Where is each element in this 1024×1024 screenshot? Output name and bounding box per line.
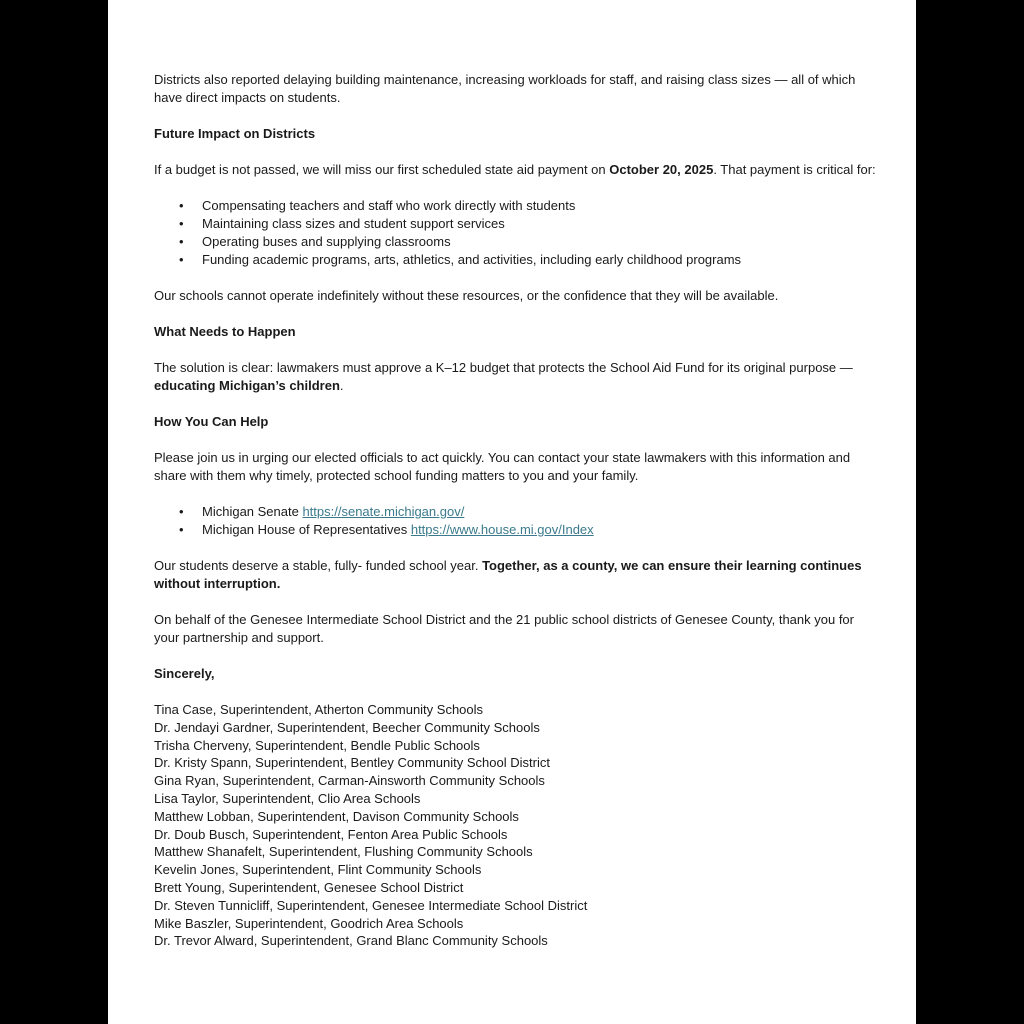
signatory: Matthew Lobban, Superintendent, Davison Community Schools (154, 808, 519, 824)
closing-text: Our students deserve a stable, fully- funded school year. (154, 558, 483, 573)
signatory: Trisha Cherveny, Superintendent, Bendle Public Schools (154, 737, 480, 753)
solution-paragraph (154, 359, 876, 395)
signatory: Dr. Trevor Alward, Superintendent, Grand Blanc Community Schools (154, 933, 548, 949)
list-item: • Operating buses and supplying classrooms (202, 233, 876, 251)
senate-link[interactable]: https://senate.michigan.gov/ (302, 504, 465, 519)
signatory: Dr. Doub Busch, Superintendent, Fenton Area Public Schools (154, 826, 508, 842)
future-impact-text-end: . That payment is critical for: (713, 162, 876, 177)
solution-emphasis: educating Michigan’s children (154, 378, 340, 393)
list-item: • Funding academic programs, arts, athletics, and activities, including early childhood programs (202, 251, 876, 269)
house-link[interactable]: https://www.house.mi.gov/Index (410, 522, 594, 537)
lawmaker-links-list (154, 503, 876, 539)
payment-date: October 20, 2025 (609, 162, 714, 177)
how-help-paragraph: Please join us in urging our elected officials to act quickly. You can contact your state lawmakers with this information and share with them why timely, protected school funding matters to you and your family. (154, 450, 851, 483)
signatory: Dr. Jendayi Gardner, Superintendent, Beecher Community Schools (154, 719, 540, 735)
signatory: Lisa Taylor, Superintendent, Clio Area Schools (154, 790, 421, 806)
list-item (202, 503, 876, 521)
signatory: Tina Case, Superintendent, Atherton Community Schools (154, 702, 484, 717)
document-page (108, 0, 916, 1024)
what-needs-heading: What Needs to Happen (154, 324, 296, 339)
list-item: • Compensating teachers and staff who work directly with students (202, 197, 876, 215)
future-impact-paragraph (154, 161, 876, 179)
signatory: Dr. Kristy Spann, Superintendent, Bentley Community School District (154, 755, 550, 771)
signatory: Dr. Steven Tunnicliff, Superintendent, Genesee Intermediate School District (154, 897, 588, 913)
future-impact-text: If a budget is not passed, we will miss our first scheduled state aid payment on (154, 162, 610, 177)
house-label: Michigan House of Representatives (202, 522, 411, 537)
intro-paragraph: Districts also reported delaying building maintenance, increasing workloads for staff, and raising class sizes — all of which have direct impacts on students. (154, 72, 856, 105)
sincerely-heading: Sincerely, (154, 666, 215, 681)
list-item (202, 521, 876, 539)
how-help-heading: How You Can Help (154, 414, 269, 429)
signatory: Mike Baszler, Superintendent, Goodrich Area Schools (154, 915, 464, 931)
signatories-list (154, 701, 876, 950)
solution-end: . (339, 378, 344, 393)
closing-paragraph (154, 557, 876, 593)
list-item: • Maintaining class sizes and student support services (202, 215, 876, 233)
signatory: Matthew Shanafelt, Superintendent, Flushing Community Schools (154, 844, 533, 860)
signatory: Gina Ryan, Superintendent, Carman-Ainsworth Community Schools (154, 773, 545, 789)
closing-emphasis: Together, as a county, we can ensure their learning continues without interruption. (154, 558, 862, 591)
signatory: Brett Young, Superintendent, Genesee School District (154, 879, 464, 895)
solution-text: The solution is clear: lawmakers must approve a K–12 budget that protects the School Aid Fund for its original purpose — (154, 360, 853, 375)
future-impact-heading: Future Impact on Districts (154, 126, 316, 141)
resources-paragraph: Our schools cannot operate indefinitely without these resources, or the confidence that they will be available. (154, 288, 779, 303)
critical-needs-list (154, 197, 876, 269)
senate-label: Michigan Senate (202, 504, 303, 519)
signatory: Kevelin Jones, Superintendent, Flint Community Schools (154, 862, 482, 878)
behalf-paragraph: On behalf of the Genesee Intermediate School District and the 21 public school districts of Genesee County, thank you for your partnership and support. (154, 612, 854, 645)
